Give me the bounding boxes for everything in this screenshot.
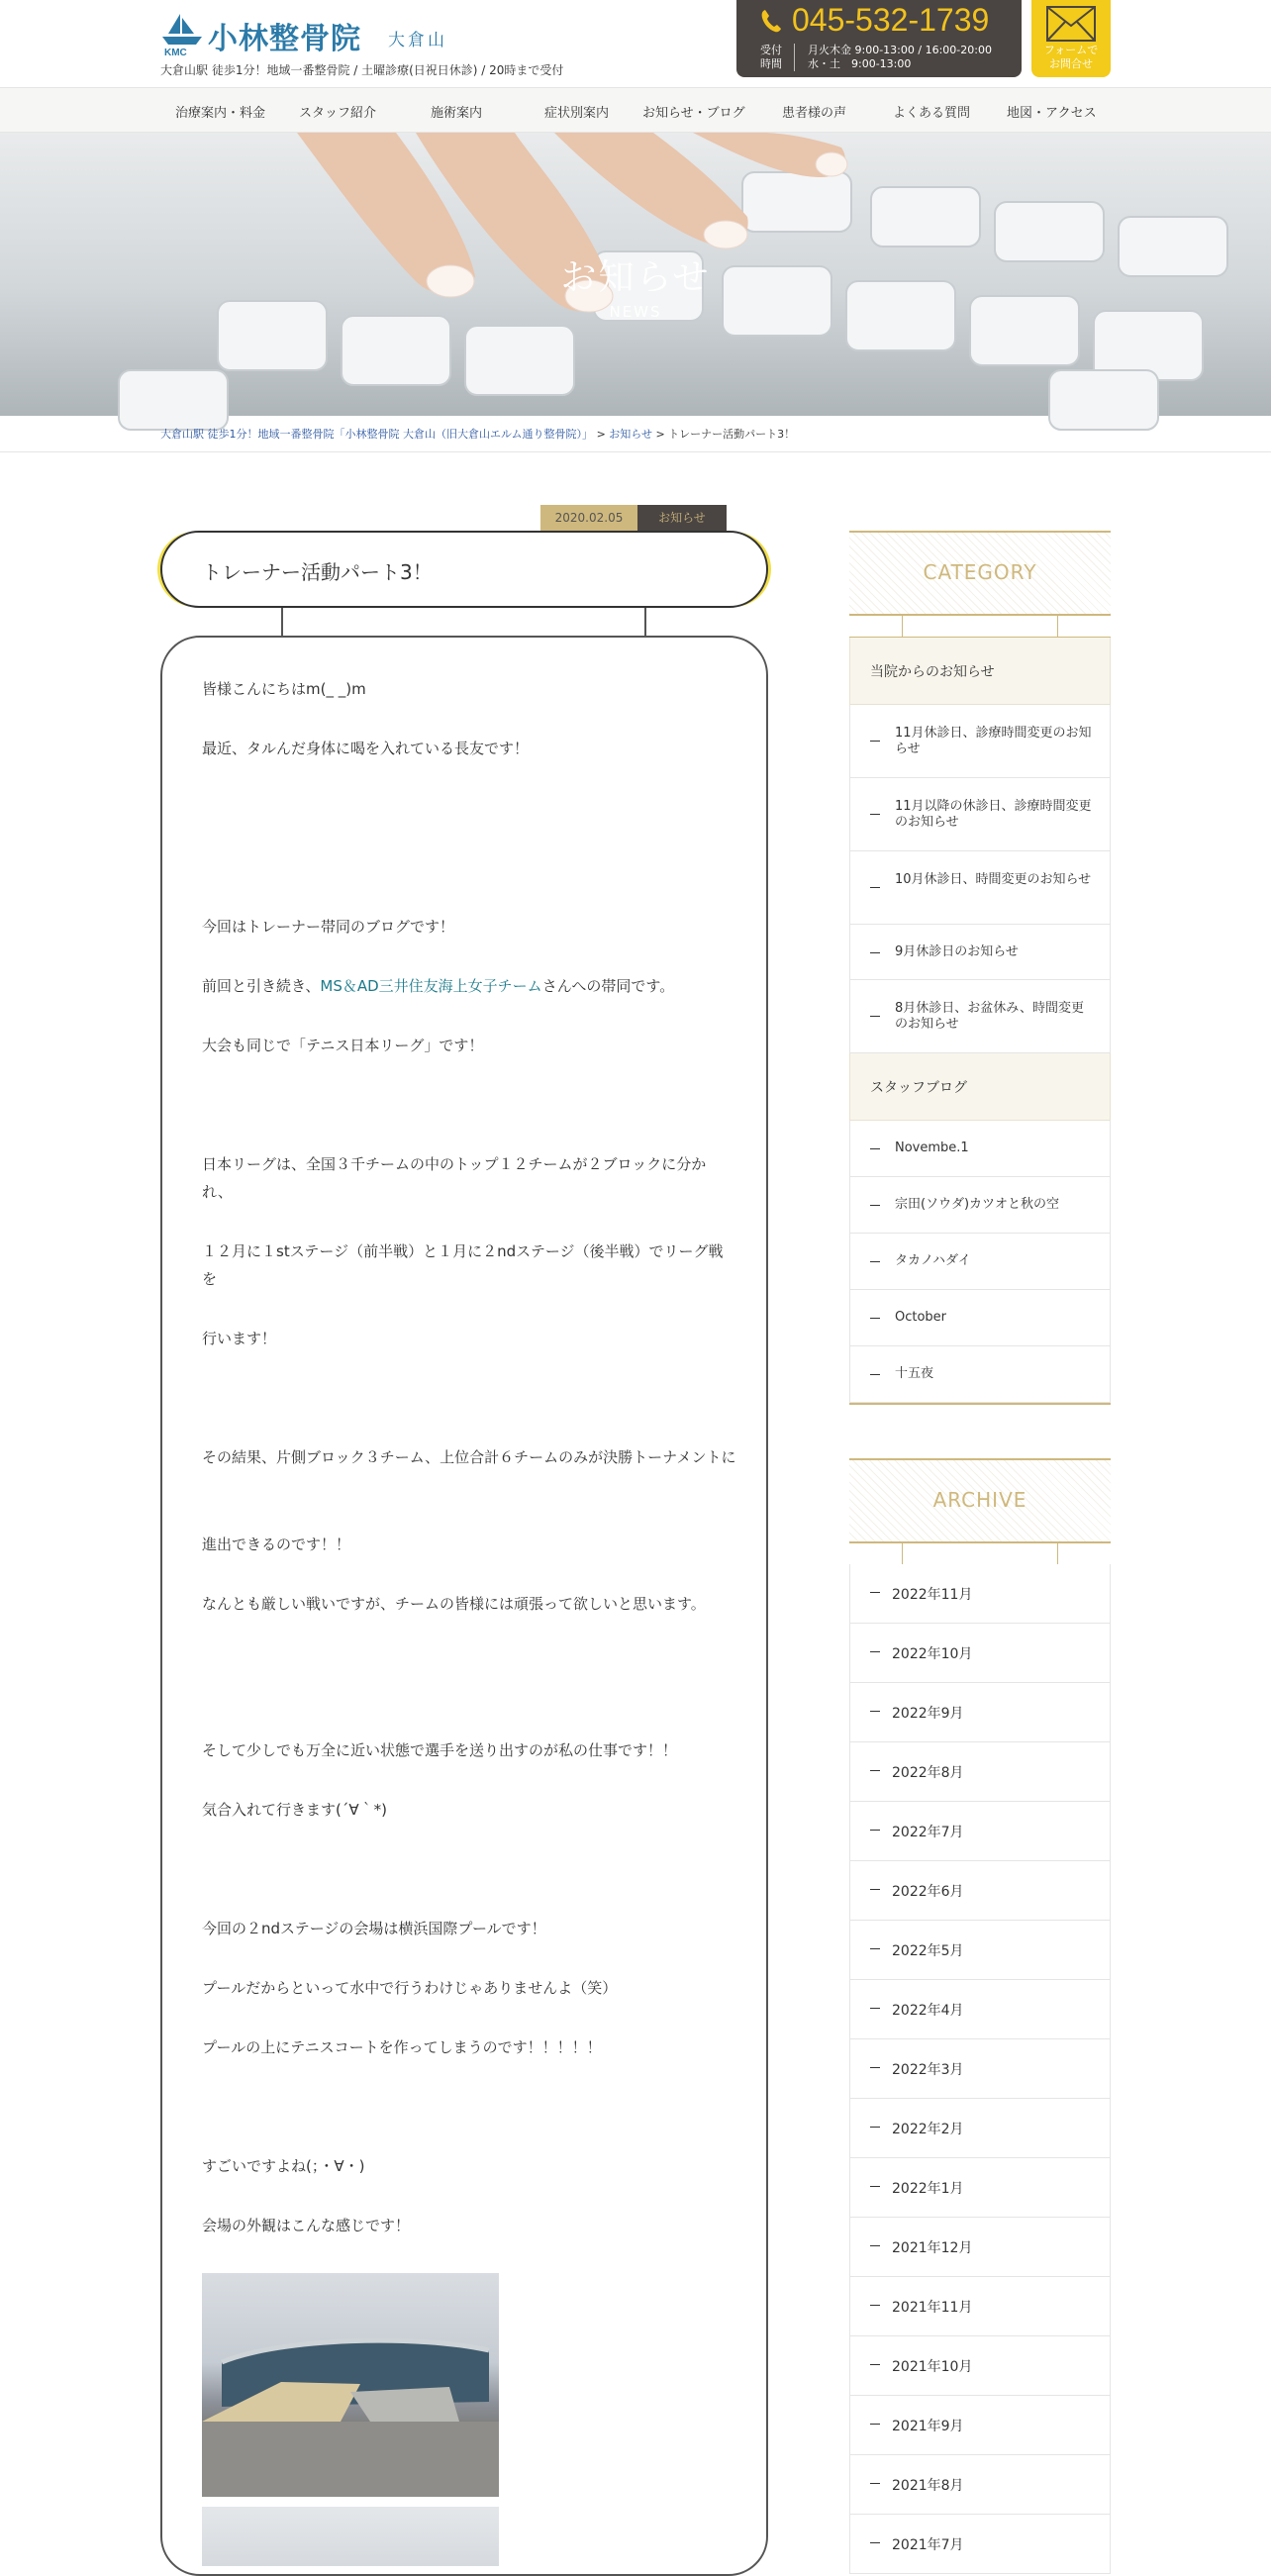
post-paragraph: 大会も同じで「テニス日本リーグ」です！ — [202, 1037, 484, 1054]
category-post-title: 8月休診日、お盆休み、時間変更のお知らせ — [895, 1001, 1085, 1032]
archive-month-label: 2022年5月 — [892, 1943, 964, 1959]
dash-icon — [870, 1770, 880, 1771]
team-link[interactable]: MS＆AD三井住友海上女子チーム — [320, 977, 542, 995]
hours-line-2: 水・土 9:00-13:00 — [808, 57, 912, 70]
logo-main-text: 小林整骨院 — [208, 22, 361, 56]
dash-icon — [870, 1261, 880, 1262]
post-paragraph-with-link — [202, 972, 736, 1000]
title-connector — [281, 608, 283, 636]
archive-heading-tab — [849, 1543, 1111, 1565]
dash-icon — [870, 1205, 880, 1206]
category-post-link[interactable] — [849, 1121, 1111, 1177]
archive-month-label: 2021年12月 — [892, 2240, 973, 2256]
dash-icon — [870, 1016, 880, 1017]
dash-icon — [870, 1148, 880, 1149]
archive-month-link[interactable] — [849, 1980, 1111, 2039]
post-date: 2020.02.05 — [540, 505, 637, 531]
nav-item-faq[interactable]: よくある質問 — [893, 106, 971, 121]
category-post-link[interactable] — [849, 778, 1111, 851]
dash-icon — [870, 952, 880, 953]
post-title-box — [160, 531, 768, 608]
dash-icon — [870, 1889, 880, 1890]
archive-month-label: 2022年4月 — [892, 2003, 964, 2019]
breadcrumb-separator: > — [596, 428, 606, 441]
archive-month-label: 2022年1月 — [892, 2181, 964, 2197]
archive-month-link[interactable] — [849, 2277, 1111, 2336]
hours-text — [808, 44, 992, 71]
site-tagline: 大倉山駅 徒歩1分！地域一番整骨院 / 土曜診療(日祝日休診) / 20時まで受付 — [160, 63, 564, 77]
post-paragraph: その結果、片側ブロック３チーム、上位合計６チームのみが決勝トーナメントに — [202, 1448, 736, 1466]
category-post-title: 11月休診日、診療時間変更のお知らせ — [895, 726, 1092, 756]
category-title: CATEGORY — [923, 560, 1037, 584]
category-post-title: 十五夜 — [895, 1366, 934, 1381]
hero-subtitle: NEWS — [609, 303, 662, 321]
dash-icon — [870, 2067, 880, 2068]
archive-month-link[interactable] — [849, 1624, 1111, 1683]
archive-month-link[interactable] — [849, 1802, 1111, 1861]
dash-icon — [870, 1318, 880, 1319]
venue-photo-graphic — [202, 2273, 499, 2497]
title-connector — [644, 608, 646, 636]
archive-month-label: 2022年6月 — [892, 1884, 964, 1900]
site-logo[interactable] — [160, 12, 457, 57]
archive-month-link[interactable] — [849, 2158, 1111, 2218]
category-post-title: 10月休診日、時間変更のお知らせ — [895, 872, 1092, 887]
archive-month-link[interactable] — [849, 1921, 1111, 1980]
contact-form-button[interactable] — [1031, 0, 1111, 77]
archive-month-link[interactable] — [849, 2396, 1111, 2455]
nav-item-symptoms[interactable]: 症状別案内 — [544, 106, 610, 121]
breadcrumb-divider — [0, 451, 1271, 452]
hours-label: 受付 時間 — [760, 44, 782, 70]
dash-icon — [870, 741, 880, 742]
archive-month-link[interactable] — [849, 2218, 1111, 2277]
tab-tick — [1057, 1543, 1058, 1564]
contact-label: フォームで お問合せ — [1043, 44, 1099, 70]
archive-month-label: 2022年9月 — [892, 1706, 964, 1722]
archive-month-link[interactable] — [849, 2515, 1111, 2574]
category-post-title: 11月以降の休診日、診療時間変更のお知らせ — [895, 799, 1092, 830]
archive-month-label: 2021年8月 — [892, 2478, 964, 2494]
ship-logo-icon — [160, 12, 204, 57]
post-paragraph: 進出できるのです！！ — [202, 1536, 351, 1553]
category-post-title: Novembe.1 — [895, 1140, 969, 1155]
archive-month-label: 2021年11月 — [892, 2300, 973, 2316]
archive-month-label: 2021年7月 — [892, 2537, 964, 2553]
dash-icon — [870, 1374, 880, 1375]
post-paragraph: 気合入れて行きます(´∀｀*) — [202, 1801, 387, 1819]
dash-icon — [870, 2127, 880, 2128]
hero-title: お知らせ — [560, 257, 711, 298]
category-group-clinic-news[interactable] — [849, 638, 1111, 705]
archive-heading — [849, 1458, 1111, 1543]
archive-month-label: 2022年10月 — [892, 1646, 973, 1662]
breadcrumb-separator: > — [655, 428, 665, 441]
category-list — [849, 638, 1111, 1405]
category-post-link[interactable] — [849, 980, 1111, 1053]
nav-item-testimonials[interactable]: 患者様の声 — [782, 106, 847, 121]
dash-icon — [870, 2483, 880, 2484]
dash-icon — [870, 2364, 880, 2365]
link-prefix-text: 前回と引き続き、 — [202, 977, 321, 995]
post-category-badge[interactable]: お知らせ — [637, 505, 727, 531]
category-post-link[interactable] — [849, 705, 1111, 778]
category-post-link[interactable] — [849, 925, 1111, 980]
nav-item-staff[interactable]: スタッフ紹介 — [299, 106, 377, 121]
post-paragraph: そして少しでも万全に近い状態で選手を送り出すのが私の仕事です！！ — [202, 1741, 678, 1759]
nav-item-treatment-fees[interactable]: 治療案内・料金 — [175, 106, 266, 121]
archive-month-label: 2022年2月 — [892, 2122, 964, 2137]
post-paragraph: なんとも厳しい戦いですが、チームの皆様には頑張って欲しいと思います。 — [202, 1595, 706, 1613]
post-paragraph: 皆様こんにちはm(_ _)m — [202, 680, 366, 698]
nav-item-access[interactable]: 地図・アクセス — [1007, 106, 1097, 121]
archive-list — [849, 1564, 1111, 2574]
archive-month-link[interactable] — [849, 2039, 1111, 2099]
dash-icon — [870, 814, 880, 815]
main-nav — [0, 87, 1271, 133]
archive-month-link[interactable] — [849, 1564, 1111, 1624]
site-header — [0, 0, 1271, 87]
tab-tick — [902, 616, 903, 637]
category-group-label: 当院からのお知らせ — [870, 664, 995, 680]
post-title: トレーナー活動パート3！ — [202, 560, 433, 584]
breadcrumb — [160, 426, 795, 442]
post-paragraph: 今回はトレーナー帯同のブログです！ — [202, 918, 455, 936]
category-post-title: タカノハダイ — [895, 1253, 971, 1268]
category-heading-tab — [849, 616, 1111, 638]
post-paragraph: すごいですよね(；・∀・) — [202, 2157, 365, 2175]
post-paragraph: 最近、タルんだ身体に喝を入れている長友です！ — [202, 740, 530, 757]
post-paragraph: １２月に１stステージ（前半戦）と１月に２ndステージ（後半戦）でリーグ戦を — [202, 1242, 724, 1288]
post-paragraph: 会場の外観はこんな感じです！ — [202, 2217, 411, 2234]
dash-icon — [870, 1948, 880, 1949]
post-paragraph: プールだからといって水中で行うわけじゃありませんよ（笑） — [202, 1979, 618, 1997]
nav-item-services[interactable]: 施術案内 — [431, 106, 483, 121]
category-group-label: スタッフブログ — [870, 1080, 967, 1096]
archive-month-link[interactable] — [849, 1742, 1111, 1802]
venue-photo-2 — [202, 2507, 499, 2566]
category-heading — [849, 531, 1111, 616]
post-paragraph: プールの上にテニスコートを作ってしまうのです！！！！！ — [202, 2038, 602, 2056]
dash-icon — [870, 2542, 880, 2543]
dash-icon — [870, 2424, 880, 2425]
post-paragraph: 日本リーグは、全国３千チームの中のトップ１２チームが２ブロックに分かれ、 — [202, 1155, 707, 1201]
archive-month-link[interactable] — [849, 2455, 1111, 2515]
hours-divider — [794, 44, 795, 71]
dash-icon — [870, 2305, 880, 2306]
category-post-link[interactable] — [849, 1177, 1111, 1234]
archive-title: ARCHIVE — [932, 1488, 1027, 1512]
nav-item-news-blog[interactable]: お知らせ・ブログ — [642, 106, 745, 121]
archive-month-link[interactable] — [849, 2099, 1111, 2158]
dash-icon — [870, 1651, 880, 1652]
dash-icon — [870, 2245, 880, 2246]
archive-month-link[interactable] — [849, 1683, 1111, 1742]
venue-photo — [202, 2273, 499, 2497]
tab-tick — [902, 1543, 903, 1564]
archive-month-label: 2022年11月 — [892, 1587, 973, 1603]
dash-icon — [870, 1592, 880, 1593]
hero-banner — [0, 133, 1271, 416]
archive-month-link[interactable] — [849, 2336, 1111, 2396]
category-post-link[interactable] — [849, 1290, 1111, 1346]
category-post-title: October — [895, 1310, 947, 1325]
dash-icon — [870, 887, 880, 888]
category-post-title: 宗田(ソウダ)カツオと秋の空 — [895, 1197, 1060, 1212]
category-post-link[interactable] — [849, 1234, 1111, 1290]
dash-icon — [870, 1711, 880, 1712]
breadcrumb-current: トレーナー活動パート3！ — [668, 428, 796, 441]
post-paragraph: 行います！ — [202, 1330, 277, 1347]
dash-icon — [870, 1830, 880, 1831]
dash-icon — [870, 2008, 880, 2009]
breadcrumb-category-link[interactable]: お知らせ — [609, 428, 652, 441]
archive-month-label: 2022年7月 — [892, 1825, 964, 1840]
archive-month-label: 2021年9月 — [892, 2419, 964, 2434]
category-post-link[interactable] — [849, 851, 1111, 925]
archive-month-label: 2022年3月 — [892, 2062, 964, 2078]
archive-month-link[interactable] — [849, 1861, 1111, 1921]
logo-mark-text: KMC — [164, 48, 187, 58]
tab-tick — [1057, 616, 1058, 637]
mail-icon — [1046, 6, 1096, 42]
breadcrumb-home-link[interactable]: 大倉山駅 徒歩1分！地域一番整骨院「小林整骨院 大倉山（旧大倉山エルム通り整骨院）」 — [160, 428, 594, 441]
post-paragraph: 今回の２ndステージの会場は横浜国際プールです！ — [202, 1920, 546, 1937]
hours-line-1: 月火木金 9:00-13:00 / 16:00-20:00 — [808, 44, 992, 56]
link-suffix-text: さんへの帯同です。 — [541, 977, 675, 995]
category-post-title: 9月休診日のお知らせ — [895, 944, 1019, 959]
post-content — [160, 636, 768, 2576]
dash-icon — [870, 2186, 880, 2187]
phone-box[interactable] — [736, 0, 1022, 77]
phone-number[interactable]: 045-532-1739 — [792, 2, 990, 38]
archive-month-label: 2022年8月 — [892, 1765, 964, 1781]
logo-sub-text: 大倉山 — [388, 31, 447, 50]
category-group-staff-blog[interactable] — [849, 1053, 1111, 1121]
phone-icon — [760, 8, 782, 34]
category-post-link[interactable] — [849, 1346, 1111, 1403]
archive-month-label: 2021年10月 — [892, 2359, 973, 2375]
